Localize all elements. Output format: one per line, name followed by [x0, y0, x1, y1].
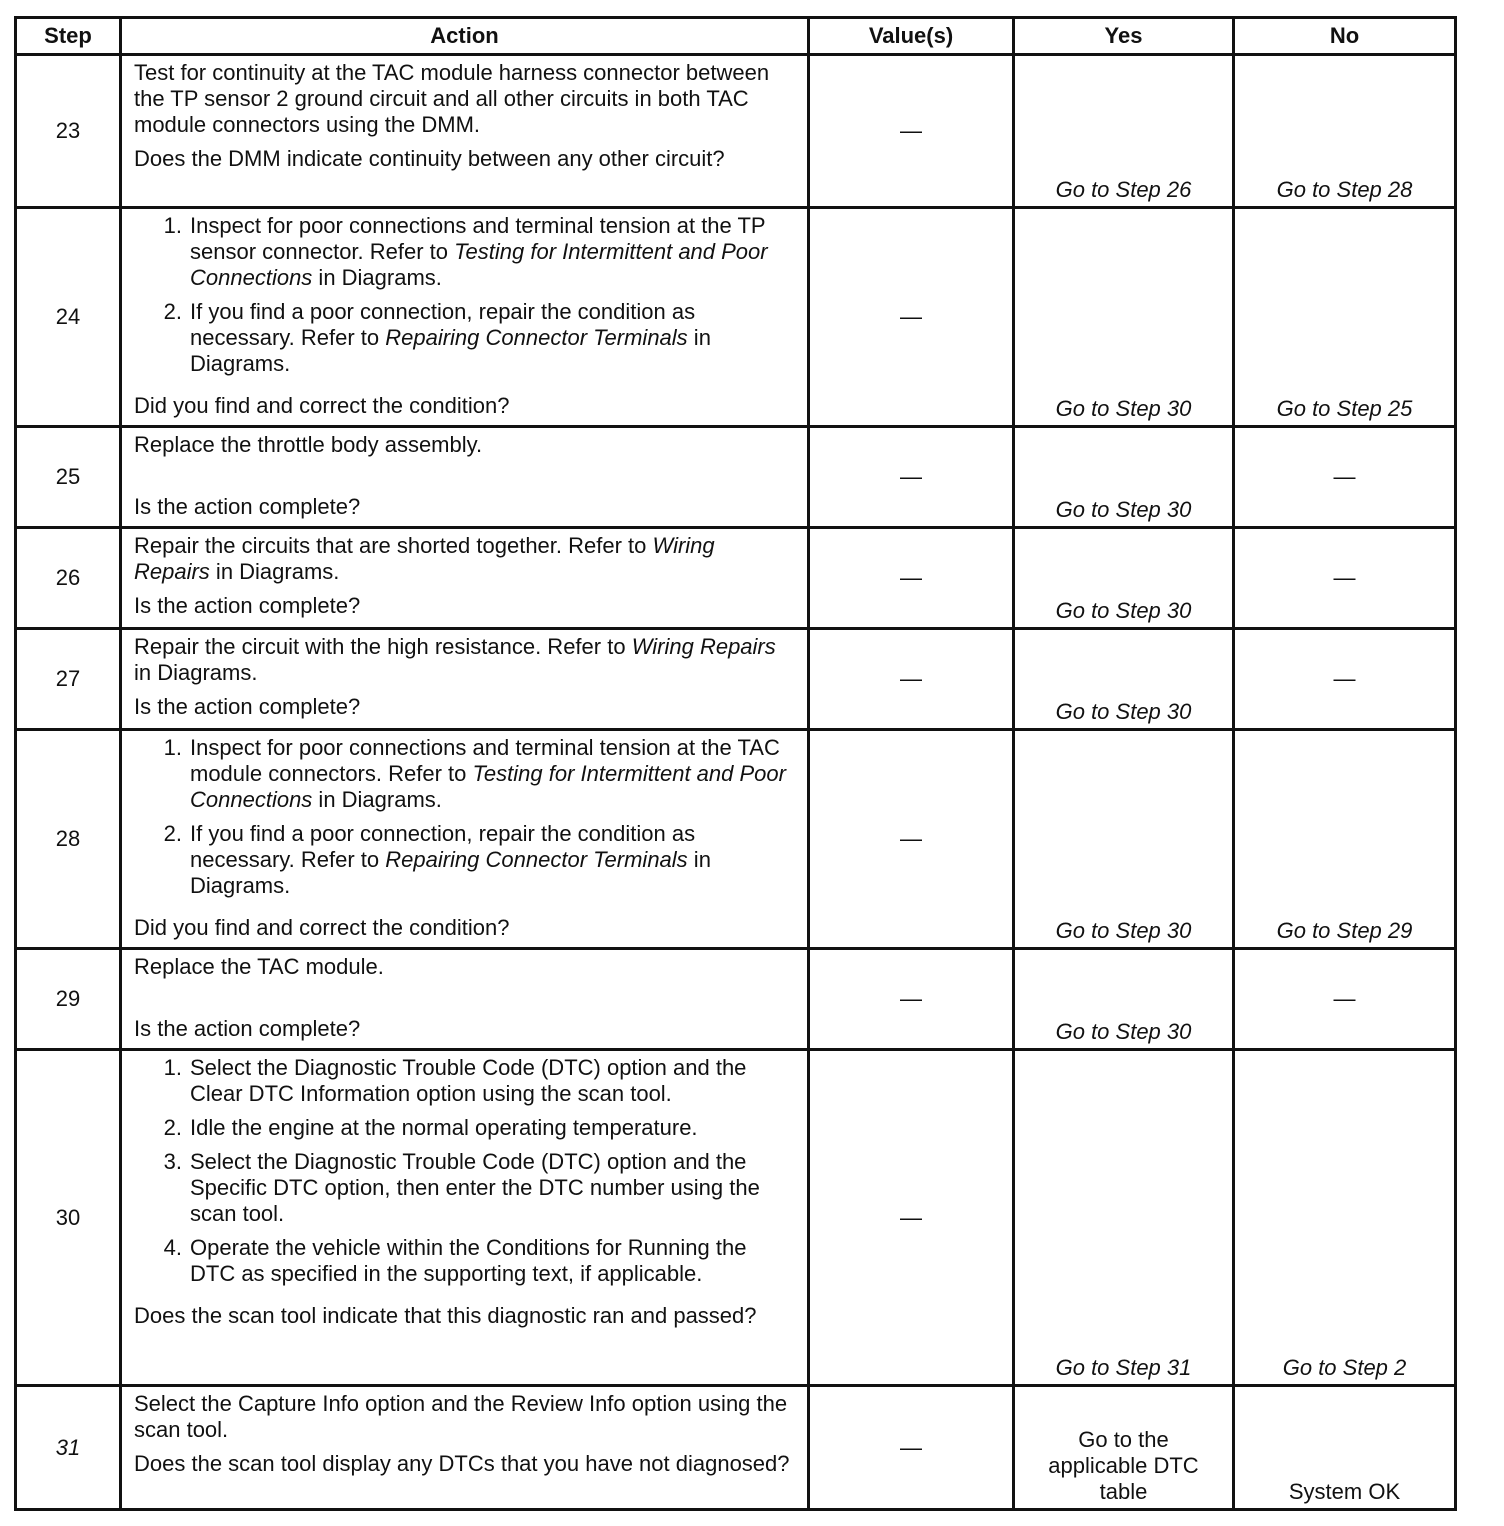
no-cell: — — [1234, 949, 1456, 1050]
table-row — [16, 1050, 1456, 1386]
no-cell: Go to Step 2 — [1234, 1050, 1456, 1386]
yes-cell — [1014, 1386, 1234, 1510]
table-row — [16, 629, 1456, 730]
table-row — [16, 528, 1456, 629]
yes-cell: Go to Step 30 — [1014, 730, 1234, 949]
yes-cell: Go to Step 26 — [1014, 55, 1234, 208]
reference-link: Repairing Connector Terminals — [385, 847, 688, 872]
no-cell: — — [1234, 528, 1456, 629]
header-row — [16, 18, 1456, 55]
no-cell: System OK — [1234, 1386, 1456, 1510]
list-text: Select the Diagnostic Trouble Code (DTC) option and the Specific DTC option, then enter the DTC number using the scan tool. — [190, 1149, 760, 1226]
reference-link: Wiring Repairs — [631, 634, 776, 659]
value-cell: — — [809, 1050, 1014, 1386]
list-number: 1. — [163, 735, 182, 760]
list-text: If you find a poor connection, repair the condition as necessary. Refer to — [190, 299, 696, 350]
table-row — [16, 730, 1456, 949]
list-item — [134, 1115, 795, 1141]
action-cell — [121, 528, 809, 629]
list-item — [134, 735, 795, 813]
step-number: 31 — [16, 1386, 121, 1510]
action-text: Select the Capture Info option and the Review Info option using the scan tool. — [134, 1391, 788, 1442]
action-list — [134, 735, 795, 907]
no-cell: Go to Step 29 — [1234, 730, 1456, 949]
action-question: Is the action complete? — [134, 494, 361, 519]
list-text: in Diagrams. — [312, 787, 442, 812]
step-number: 25 — [16, 427, 121, 528]
header-values: Value(s) — [809, 18, 1014, 55]
reference-link: Testing for Intermittent and Poor Connections — [190, 761, 786, 812]
action-cell — [121, 1050, 809, 1386]
step-number: 29 — [16, 949, 121, 1050]
list-item — [134, 1149, 795, 1227]
value-cell: — — [809, 730, 1014, 949]
list-item — [134, 1055, 795, 1107]
action-cell — [121, 1386, 809, 1510]
list-number: 1. — [163, 1055, 182, 1080]
action-text: Test for continuity at the TAC module harness connector between the TP sensor 2 ground circuit and all other circuits in both TAC module connectors using the DMM. — [134, 60, 770, 137]
list-item — [134, 821, 795, 899]
yes-cell: Go to Step 30 — [1014, 427, 1234, 528]
step-number: 23 — [16, 55, 121, 208]
action-question: Does the scan tool display any DTCs that you have not diagnosed? — [134, 1451, 790, 1476]
action-list — [134, 1055, 795, 1295]
action-text: Replace the TAC module. — [134, 954, 384, 979]
yes-cell: Go to Step 31 — [1014, 1050, 1234, 1386]
no-cell: — — [1234, 427, 1456, 528]
value-cell: — — [809, 949, 1014, 1050]
value-cell: — — [809, 208, 1014, 427]
list-number: 3. — [163, 1149, 182, 1174]
list-number: 4. — [163, 1235, 182, 1260]
step-number: 28 — [16, 730, 121, 949]
table-row — [16, 949, 1456, 1050]
action-text: Repair the circuit with the high resistance. Refer to Wiring Repairs in Diagrams. — [134, 634, 776, 685]
no-cell: — — [1234, 629, 1456, 730]
action-text: Repair the circuits that are shorted together. Refer to Wiring Repairs in Diagrams. — [134, 533, 715, 584]
reference-link: Wiring Repairs — [134, 533, 715, 584]
action-question: Did you find and correct the condition? — [134, 393, 510, 418]
list-item — [134, 1235, 795, 1287]
list-text: in Diagrams. — [312, 265, 442, 290]
no-cell: Go to Step 25 — [1234, 208, 1456, 427]
header-action: Action — [121, 18, 809, 55]
reference-link: Testing for Intermittent and Poor Connections — [190, 239, 768, 290]
reference-link: Repairing Connector Terminals — [385, 325, 688, 350]
step-number: 26 — [16, 528, 121, 629]
list-text: Inspect for poor connections and terminal tension at the TP sensor connector. Refer to — [190, 213, 766, 264]
yes-text: Go to the applicable DTC table — [1048, 1427, 1199, 1504]
action-cell — [121, 208, 809, 427]
value-cell: — — [809, 528, 1014, 629]
table-row — [16, 1386, 1456, 1510]
list-text: Idle the engine at the normal operating temperature. — [190, 1115, 698, 1140]
action-question: Does the DMM indicate continuity between any other circuit? — [134, 146, 725, 171]
value-cell: — — [809, 1386, 1014, 1510]
list-item — [134, 299, 795, 377]
header-step: Step — [16, 18, 121, 55]
table-row — [16, 55, 1456, 208]
header-no: No — [1234, 18, 1456, 55]
header-yes: Yes — [1014, 18, 1234, 55]
action-cell — [121, 730, 809, 949]
action-text: Replace the throttle body assembly. — [134, 432, 483, 457]
list-number: 2. — [163, 821, 182, 846]
list-number: 2. — [163, 299, 182, 324]
action-question: Did you find and correct the condition? — [134, 915, 510, 940]
yes-cell: Go to Step 30 — [1014, 949, 1234, 1050]
value-cell: — — [809, 629, 1014, 730]
value-cell: — — [809, 55, 1014, 208]
action-question: Is the action complete? — [134, 593, 361, 618]
table-row — [16, 208, 1456, 427]
step-number: 27 — [16, 629, 121, 730]
list-item — [134, 213, 795, 291]
action-question: Is the action complete? — [134, 1016, 361, 1041]
action-cell — [121, 427, 809, 528]
list-text: in Diagrams. — [190, 847, 711, 898]
list-text: Inspect for poor connections and terminal tension at the TAC module connectors. Refer to — [190, 735, 780, 786]
list-text: Operate the vehicle within the Conditions for Running the DTC as specified in the supporting text, if applicable. — [190, 1235, 747, 1286]
diagnostic-table — [14, 16, 1457, 1511]
no-cell: Go to Step 28 — [1234, 55, 1456, 208]
list-number: 1. — [163, 213, 182, 238]
action-list — [134, 213, 795, 385]
action-question: Does the scan tool indicate that this diagnostic ran and passed? — [134, 1303, 757, 1328]
yes-cell: Go to Step 30 — [1014, 528, 1234, 629]
list-text: If you find a poor connection, repair the condition as necessary. Refer to — [190, 821, 696, 872]
list-text: Select the Diagnostic Trouble Code (DTC) option and the Clear DTC Information option using the scan tool. — [190, 1055, 747, 1106]
yes-cell: Go to Step 30 — [1014, 208, 1234, 427]
value-cell: — — [809, 427, 1014, 528]
table-row — [16, 427, 1456, 528]
action-cell — [121, 949, 809, 1050]
list-number: 2. — [163, 1115, 182, 1140]
action-cell — [121, 629, 809, 730]
list-text: in Diagrams. — [190, 325, 711, 376]
action-question: Is the action complete? — [134, 694, 361, 719]
action-cell — [121, 55, 809, 208]
yes-cell: Go to Step 30 — [1014, 629, 1234, 730]
step-number: 24 — [16, 208, 121, 427]
step-number: 30 — [16, 1050, 121, 1386]
